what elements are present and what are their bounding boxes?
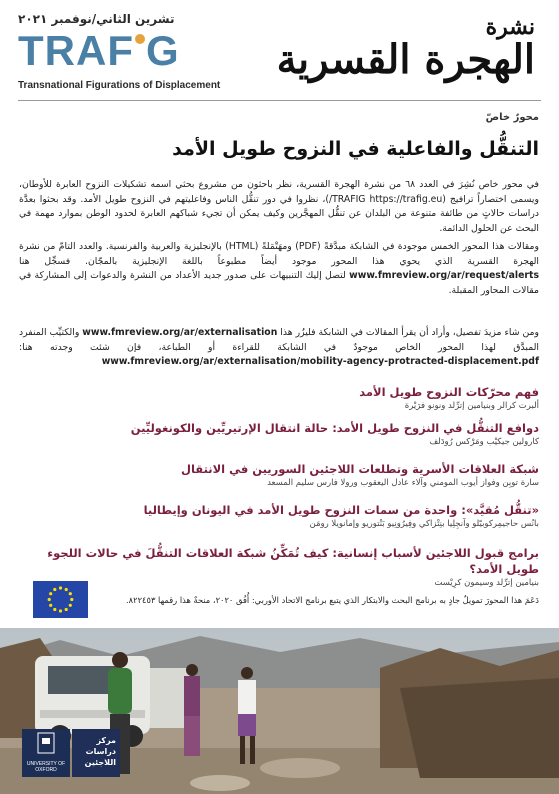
- list-item[interactable]: [19, 545, 539, 590]
- magazine-name: الهجرة القسرية: [276, 36, 535, 83]
- list-item[interactable]: [19, 461, 539, 490]
- page-title: التنقُّل والفاعلية في النزوح طويل الأمد: [172, 138, 539, 160]
- list-item[interactable]: [19, 420, 539, 449]
- availability-paragraph: [19, 240, 539, 298]
- oxford-logo-text: UNIVERSITY OF OXFORD: [26, 761, 66, 773]
- article-authors: سارة توبِن وفواز أيوب المومني وآلاء عادل اليعقوب ورولا فارس سليم المسعد: [267, 478, 539, 488]
- alerts-link[interactable]: www.fmreview.org/ar/request/alerts: [349, 270, 539, 281]
- article-authors: كارولين جيكيْب ومَرْكس رُودَلف: [429, 437, 539, 447]
- oxford-logo: [22, 729, 70, 777]
- logo-dot-icon: [135, 34, 145, 44]
- article-title[interactable]: برامج قبول اللاجئين لأسباب إنسانية: كيف تُمَكِّنُ شبكة العلاقات التنقُّلَ في حالات اللجوء طويل الأمد؟: [47, 546, 539, 576]
- more-info-text-b: والكتيِّب المنفرد المبدَّق لهذا المحور الخاص موجودٌ في الشابكة للقراءة أو الطباعة، فإن شئت وجدته هنا:: [19, 327, 539, 353]
- rsc-logo-text: مركز دراسات اللاجئين: [84, 736, 116, 767]
- article-authors: ألبرت كرالر وبنيامين إترِّلد ونونو فرَيْرة: [404, 401, 539, 411]
- issue-date: تشرين الثاني/نوفمبر ٢٠٢١: [18, 12, 175, 26]
- logo-text-right: G: [145, 27, 180, 74]
- logo-subtitle: Transnational Figurations of Displacement: [18, 80, 221, 91]
- article-title[interactable]: شبكة العلاقات الأسرية وتطلعات اللاجئين السوريين في الانتقال: [181, 462, 539, 476]
- article-authors: بنيامين إترِّلد وسيمون كرِيْست: [434, 578, 539, 588]
- list-item[interactable]: [19, 502, 539, 531]
- availability-text-b: لتصل إليك التنبيهات على صدور جديد الأعداد من النشرة والدعوات إلى المشاركة في مقالات المحاور المقبلة.: [19, 270, 539, 296]
- article-title[interactable]: فهم محرّكات النزوح طويل الأمد: [359, 385, 539, 399]
- logo-text-left: TRAF: [18, 27, 134, 74]
- more-info-paragraph: [19, 326, 539, 370]
- section-kicker: محورٌ خاصّ: [485, 112, 539, 123]
- funding-note: دَعَمَ هذا المحورَ تمويلٌ جادٍ به برنامج البحث والابتكار الذي يتبع برنامج الاتحاد الأوربي: أُفُق ٢٠٢٠، منحةٌ هذا رقمها ٨٢٢٤٥٣.: [126, 595, 539, 605]
- pdf-link[interactable]: www.fmreview.org/ar/externalisation/mobility-agency-protracted-displacement.pdf: [101, 356, 539, 367]
- externalisation-link[interactable]: www.fmreview.org/ar/externalisation: [82, 327, 278, 338]
- article-title[interactable]: دوافع التنقُّل في النزوح طويل الأمد: حالة انتقال الإرتيريِّين والكونغوليِّين: [130, 421, 539, 435]
- rsc-logo: [72, 729, 120, 777]
- list-item[interactable]: [19, 384, 539, 413]
- eu-flag-icon: [33, 581, 88, 618]
- article-title[interactable]: «تنقُّل مُقيَّد»: واحدة من سمات النزوح طويل الأمد في اليونان وإيطاليا: [143, 503, 539, 517]
- oxford-crest-icon: [22, 729, 70, 759]
- article-authors: بانُس حاجيمِركوبيّلو وآنجِلِيا بنِتْزاكي وفِيرُونِيو بَنْتوريو وإمانويلا رومَن: [309, 519, 539, 529]
- intro-paragraph: في محور خاص نُشِرَ في العدد ٦٨ من نشرة الهجرة القسرية، نظر باحثون من مشروع بحثي اسمه تشكيلات النزوح العابرة للأوطان، ويسمى اختصاراً ترافيج (TRAFIG https://trafig.eu/)، نظروا في دور تنقُّل الناس وفاعليتهم في النزوح طويل الأمد. وقد بحثوا بعدَّة دراسات حالاتٍ من طائفة متنوعة من البلدان عن تنقُّل المهجَّرين وكيف يمكن أن تجيء شباكهم العابرة لحدود الوطن بموارد مهمة في البحث عن الحلول الدائمة.: [19, 179, 539, 234]
- more-info-text-a: ومن شاء مزيدَ تفصيل، وأراد أن يقرأ المقالات في الشابكة فليزُر هذا: [280, 327, 539, 338]
- magazine-label: نشرة: [485, 14, 535, 40]
- header-divider: [18, 100, 541, 101]
- availability-text-a: ومقالات هذا المحور الخمس موجودة في الشابكة مبدَّقةً (PDF) ومهَتْمَلةً (HTML) بالإنجليزية والعربية والفرنسية. والعدد التامّ من نشرة الهجرة القسرية الذي يحوي هذا المحور موجود أيضاً مطبوعاً باللغة الإنجليزية بالمجّان. فسجِّل هنا: [19, 241, 539, 267]
- trafig-logo: [18, 27, 180, 74]
